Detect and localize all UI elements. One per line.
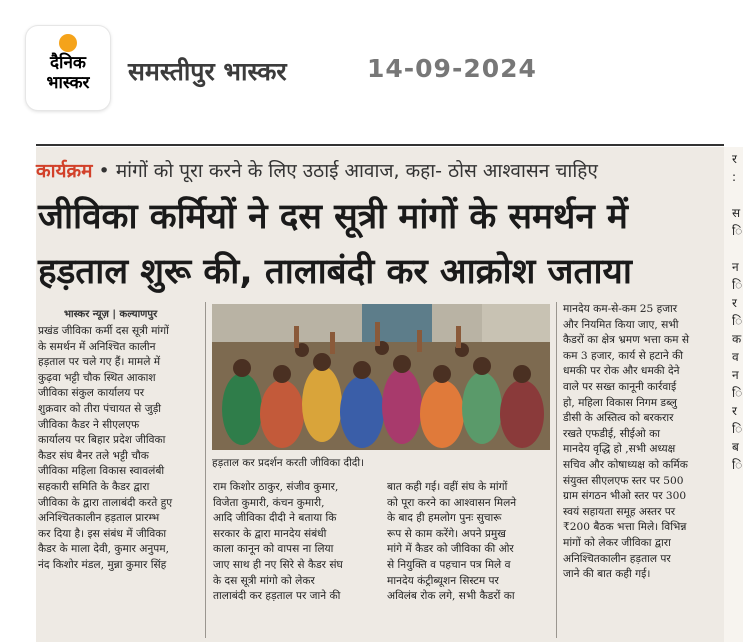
article-text-line: हड़ताल पर चले गए हैं। मामले में — [38, 356, 161, 369]
article-text-line: सचिव और कोषाध्यक्ष को कर्मिक — [563, 458, 688, 471]
article-text-line: मानदेय कम-से-कम 25 हजार — [563, 303, 678, 315]
article-text-line: संयुक्त सीएलएफ स्तर पर 500 — [563, 474, 684, 487]
article-text-line: रखते एफडीई, सीईओ का — [563, 427, 660, 440]
article-text-line: नंद किशोर मंडल, मुन्ना कुमार सिंह — [38, 558, 167, 571]
logo-text-line2: भास्कर — [46, 73, 90, 93]
article-text-line: काला कानून को वापस ना लिया — [213, 543, 334, 556]
app-header — [0, 0, 743, 118]
photo-caption: हड़ताल कर प्रदर्शन करती जीविका दीदी। — [212, 457, 365, 469]
article-text-line: जीविका संकुल कार्यालय पर — [38, 387, 145, 400]
article-headline — [38, 190, 718, 300]
article-text-line: कुढ़वा भट्टी चौक स्थित आकाश — [38, 371, 156, 384]
article-photo — [212, 304, 550, 450]
article-text-line: अनिश्चितकालीन हड़ताल प्रारम्भ — [38, 512, 160, 525]
article-text-line: से नियुक्ति व पहचान पत्र मिले व — [387, 558, 511, 571]
article-text-line: ग्राम संगठन भीओ स्तर पर 300 — [563, 490, 687, 503]
article-text-line: स्वयं सहायता समूह अस्तर पर — [563, 505, 676, 518]
article-text-line: ₹200 बैठक भत्ता मिले। विभिन्न — [563, 521, 687, 534]
article-text-line: कैडरों का क्षेत्र भ्रमण भत्ता कम से — [563, 334, 689, 347]
kicker-text: मांगों को पूरा करने के लिए उठाई आवाज, कहा- ठोस आश्वासन चाहिए — [115, 160, 598, 182]
article-text-line: अनिश्चितकालीन हड़ताल पर — [563, 552, 671, 565]
article-text-line: मानदेय वृद्धि हो ,सभी अध्यक्ष — [563, 443, 676, 456]
edition-date: 14-09-2024 — [367, 54, 537, 83]
column-divider — [556, 302, 557, 638]
article-text-line: अविलंब रोक लगे, सभी कैडरों का — [387, 590, 515, 603]
article-text-line: को पूरा करने का आश्वासन मिलने — [387, 496, 517, 509]
sun-icon — [59, 34, 77, 52]
article-text-line: मांगों को लेकर जीविका द्वारा — [563, 536, 671, 549]
article-text-line: सहकारी समिति के कैडर द्वारा — [38, 480, 150, 493]
article-column-2 — [213, 480, 376, 605]
article-text-line: जीविका के द्वारा तालाबंदी करते हुए — [38, 496, 173, 509]
article-text-line: रूप से काम करेंगे। अपने प्रमुख — [387, 527, 506, 540]
top-rule — [36, 144, 724, 146]
protest-crowd-image — [212, 304, 550, 450]
article-text-line: कैडर के माला देवी, कुमार अनुपम, — [38, 543, 169, 556]
article-text-line: मांगे में कैडर को जीविका की ओर — [387, 543, 514, 556]
article-text-line: कम 3 हजार, कार्य से हटाने की — [563, 349, 683, 362]
article-text-line: जीविका कैडर ने सीएलएफ — [38, 418, 140, 431]
dainik-bhaskar-logo[interactable] — [26, 26, 110, 110]
article-text-line: प्रखंड जीविका कर्मी दस सूत्री मांगों — [38, 325, 169, 337]
article-text-line: के समर्थन में अनिश्चित कालीन — [38, 340, 156, 353]
article-text-line: विजेता कुमारी, कंचन कुमारी, — [213, 496, 325, 509]
article-text-line: डीसी के अस्तित्व को बरकरार — [563, 412, 674, 425]
article-text-line: कर दिया है। इस संबंध में जीविका — [38, 527, 167, 540]
article-text-line: हो, महिला विकास निगम डब्लु — [563, 396, 677, 409]
kicker-label: कार्यक्रम — [36, 160, 93, 182]
article-text-line: सरकार के द्वारा मानदेय संबंधी — [213, 527, 327, 540]
article-text-line: वाले पर सख्त कानूनी कार्रवाई — [563, 380, 677, 393]
article-byline: भास्कर न्यूज़ | कल्याणपुर — [64, 309, 158, 320]
logo-text-line1: दैनिक — [50, 53, 86, 73]
article-text-line: के बाद ही हमलोग पुनः सुचारू — [387, 512, 502, 525]
article-text-line: मानदेय कंट्रीब्यूशन सिस्टम पर — [387, 574, 499, 587]
article-text-line: शुक्रवार को तीरा पंचायत से जुड़ी — [38, 402, 161, 415]
article-text-line: जाने की बात कही गई। — [563, 568, 651, 581]
article-text-line: जाए साथ ही नए सिरे से कैडर संघ — [213, 558, 343, 571]
article-column-1 — [38, 324, 198, 574]
article-text-line: राम किशोर ठाकुर, संजीव कुमार, — [213, 481, 339, 493]
article-text-line: कैडर संघ बैनर तले भट्टी चौक — [38, 449, 149, 462]
headline-line-1: जीविका कर्मियों ने दस सूत्री मांगों के समर्थन में — [38, 197, 628, 237]
article-column-3 — [387, 480, 551, 605]
headline-line-2: हड़ताल शुरू की, तालाबंदी कर आक्रोश जताया — [38, 252, 632, 292]
column-divider — [205, 302, 206, 638]
adjacent-article-fragment: र : स ि न ि र ि क व न ि र ि ब ि — [732, 152, 743, 472]
article-text-line: धमकी पर रोक और धमकी देने — [563, 365, 680, 378]
article-text-line: के दस सूत्री मांगो को लेकर — [213, 574, 315, 587]
article-text-line: तालाबंदी कर हड़ताल पर जाने की — [213, 590, 341, 603]
article-column-4 — [563, 302, 723, 583]
article-text-line: कार्यालय पर बिहार प्रदेश जीविका — [38, 434, 166, 447]
edition-title: समस्तीपुर भास्कर — [128, 57, 287, 86]
kicker-bullet: • — [98, 160, 110, 182]
article-text-line: बात कही गई। वहीं संघ के मांगों — [387, 481, 508, 493]
article-text-line: और नियमित किया जाए, सभी — [563, 318, 679, 331]
article-text-line: जीविका महिला विकास स्वावलंबी — [38, 465, 165, 478]
article-kicker — [36, 157, 598, 183]
article-text-line: आदि जीविका दीदी ने बताया कि — [213, 512, 337, 525]
